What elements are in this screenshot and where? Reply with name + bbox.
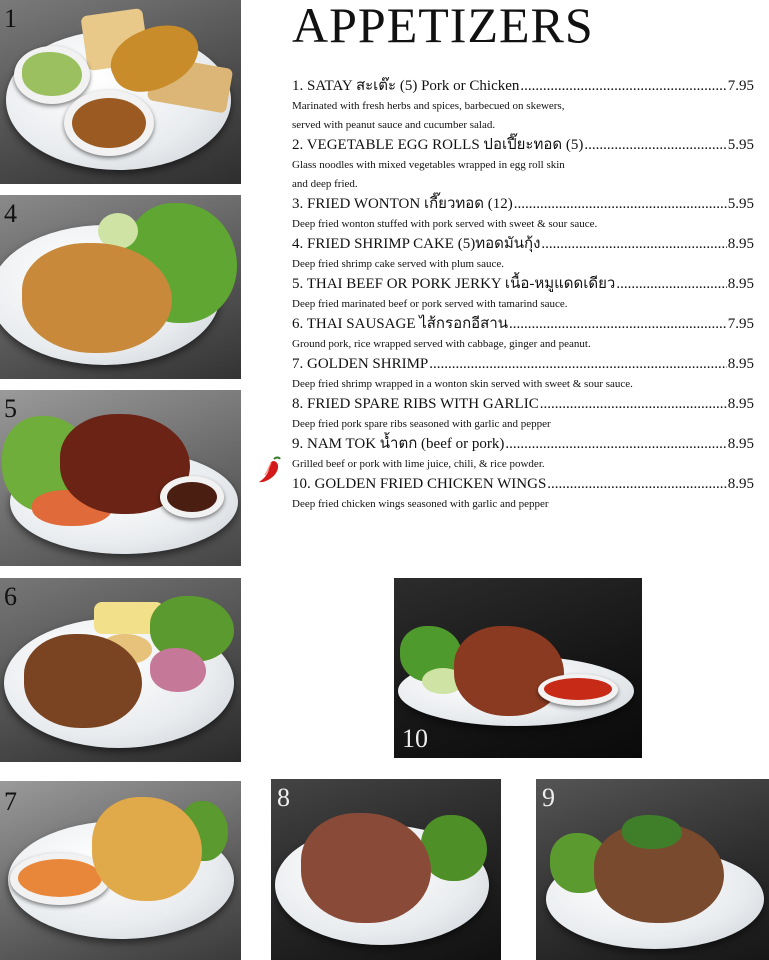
- page-title: APPETIZERS: [292, 0, 594, 53]
- leader-dots: [547, 474, 726, 495]
- item-description: Deep fried pork spare ribs seasoned with garlic and pepper: [292, 418, 551, 430]
- item-name: 3. FRIED WONTON เกี๊ยวทอด (12): [292, 196, 513, 212]
- item-price: 8.95: [727, 396, 754, 412]
- photo-number: 1: [4, 4, 17, 33]
- leader-dots: [514, 194, 727, 215]
- fried-spare-ribs: [301, 813, 431, 923]
- item-price: 8.95: [727, 356, 754, 372]
- item-description: Deep fried shrimp wrapped in a wonton skin served with sweet & sour sauce.: [292, 378, 633, 390]
- photo-number: 7: [4, 787, 17, 816]
- tamarind-sauce: [167, 482, 217, 512]
- menu-item-thai-sausage: [292, 314, 754, 354]
- item-price: 8.95: [727, 476, 754, 492]
- item-description: Deep fried chicken wings seasoned with garlic and pepper: [292, 498, 549, 510]
- leader-dots: [505, 434, 726, 455]
- item-description: Marinated with fresh herbs and spices, barbecued on skewers,: [292, 100, 565, 112]
- photo-number: 5: [4, 394, 17, 423]
- item-name: 9. NAM TOK น้ำตก (beef or pork): [292, 436, 505, 452]
- menu-item-fried-shrimp-cake: [292, 234, 754, 274]
- item-description: Ground pork, rice wrapped served with cabbage, ginger and peanut.: [292, 338, 591, 350]
- menu-item-fried-wonton: [292, 194, 754, 234]
- leader-dots: [584, 135, 726, 156]
- leader-dots: [616, 274, 726, 295]
- item-description: Deep fried marinated beef or pork served with tamarind sauce.: [292, 298, 568, 310]
- item-description: and deep fried.: [292, 178, 358, 190]
- peanut-sauce: [72, 98, 146, 148]
- photo-golden-shrimp: [0, 781, 241, 960]
- menu-item-golden-fried-chicken-wings: [292, 474, 754, 514]
- photo-number: 8: [277, 783, 290, 812]
- item-description: Grilled beef or pork with lime juice, chili, & rice powder.: [292, 458, 545, 470]
- menu-item-nam-tok: [292, 434, 754, 474]
- leader-dots: [541, 234, 726, 255]
- item-name: 4. FRIED SHRIMP CAKE (5)ทอดมันกุ้ง: [292, 236, 541, 252]
- photo-number: 4: [4, 199, 17, 228]
- photo-jerky: [0, 390, 241, 566]
- leader-dots: [509, 314, 727, 335]
- item-name: 1. SATAY สะเต๊ะ (5) Pork or Chicken: [292, 78, 520, 94]
- item-price: 7.95: [727, 316, 754, 332]
- shrimp-cakes: [22, 243, 172, 353]
- item-name: 2. VEGETABLE EGG ROLLS ปอเปี๊ยะทอด (5): [292, 137, 584, 153]
- item-name: 6. THAI SAUSAGE ไส้กรอกอีสาน: [292, 316, 508, 332]
- item-name: 10. GOLDEN FRIED CHICKEN WINGS: [292, 476, 547, 492]
- photo-chicken-wings: [394, 578, 642, 758]
- sweet-sour-sauce: [18, 859, 102, 897]
- photo-number: 10: [402, 724, 428, 753]
- item-description: served with peanut sauce and cucumber salad.: [292, 119, 496, 131]
- menu-item-vegetable-egg-rolls: [292, 135, 754, 194]
- item-description: Glass noodles with mixed vegetables wrapped in egg roll skin: [292, 159, 565, 171]
- photo-spare-ribs: [271, 779, 501, 960]
- item-price: 5.95: [727, 196, 754, 212]
- appetizer-menu: [292, 76, 754, 514]
- photo-sausage: [0, 578, 241, 762]
- item-description: Deep fried wonton stuffed with pork served with sweet & sour sauce.: [292, 218, 598, 230]
- photo-nam-tok: [536, 779, 769, 960]
- item-name: 7. GOLDEN SHRIMP: [292, 356, 429, 372]
- item-price: 7.95: [727, 78, 754, 94]
- item-price: 5.95: [727, 137, 754, 153]
- sausages: [24, 634, 142, 728]
- fried-chicken-wings: [454, 626, 564, 716]
- onion: [150, 648, 206, 692]
- item-name: 5. THAI BEEF OR PORK JERKY เนื้อ-หมูแดดเดียว: [292, 276, 616, 292]
- leader-dots: [540, 394, 727, 415]
- menu-item-fried-spare-ribs: [292, 394, 754, 434]
- menu-item-thai-jerky: [292, 274, 754, 314]
- photo-number: 6: [4, 582, 17, 611]
- mint-garnish: [622, 815, 682, 849]
- cucumber-salad: [22, 52, 82, 96]
- item-name: 8. FRIED SPARE RIBS WITH GARLIC: [292, 396, 539, 412]
- leader-dots: [429, 354, 726, 375]
- leader-dots: [520, 76, 726, 97]
- item-price: 8.95: [727, 236, 754, 252]
- item-price: 8.95: [727, 276, 754, 292]
- menu-item-golden-shrimp: [292, 354, 754, 394]
- sweet-chili-sauce: [544, 678, 612, 700]
- golden-shrimp-rolls: [92, 797, 202, 901]
- item-price: 8.95: [727, 436, 754, 452]
- photo-satay: [0, 0, 241, 184]
- menu-item-satay: [292, 76, 754, 135]
- photo-shrimp-cake: [0, 195, 241, 379]
- chili-pepper-icon: [256, 455, 282, 485]
- photo-number: 9: [542, 783, 555, 812]
- item-description: Deep fried shrimp cake served with plum sauce.: [292, 258, 504, 270]
